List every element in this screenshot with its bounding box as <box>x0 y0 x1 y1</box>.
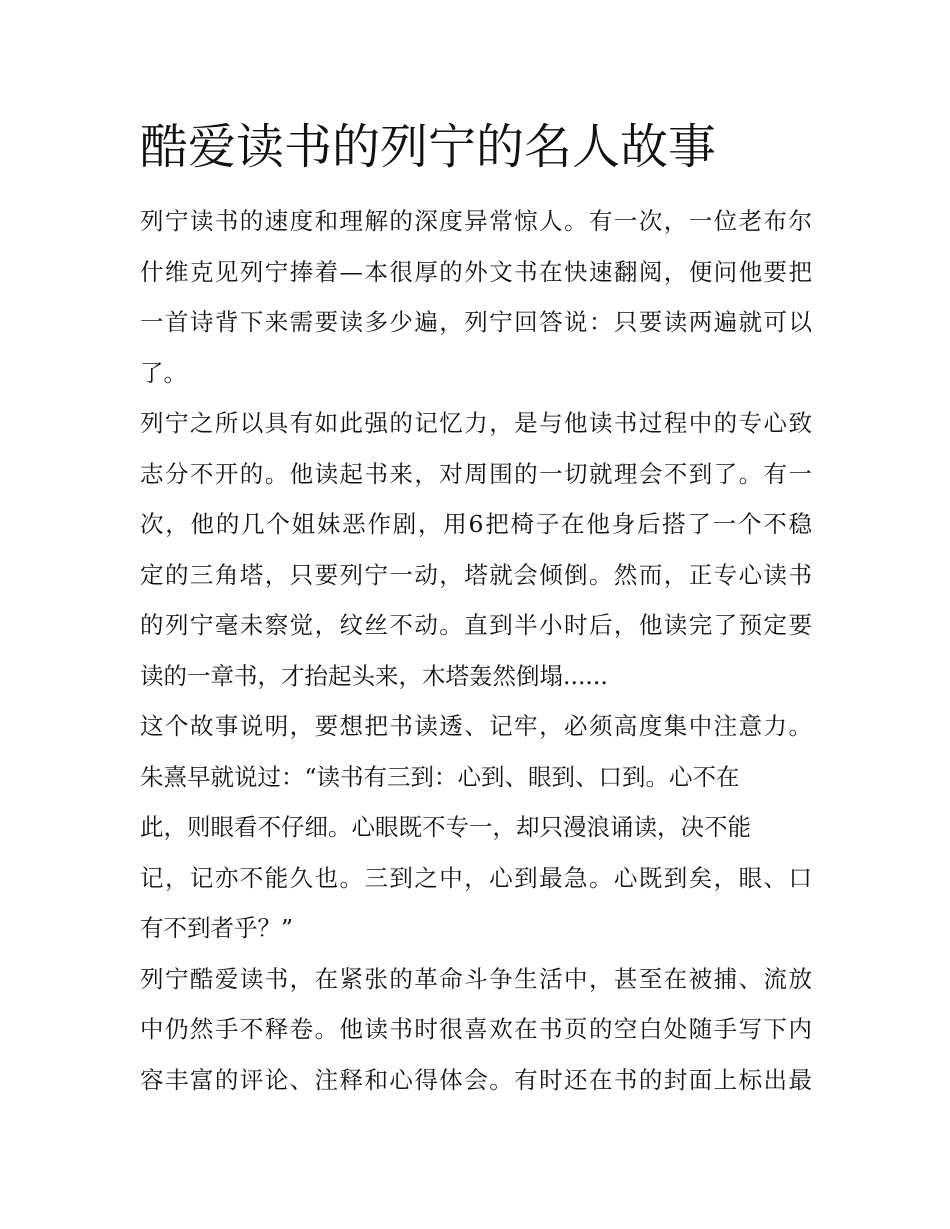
text-line: 此，则眼看不仔细。心眼既不专一，却只漫浪诵读，决不能 <box>140 813 751 841</box>
text-line: 这个故事说明，要想把书读透、记牢，必须高度集中注意力。 <box>140 712 812 740</box>
text-line: 列宁之所以具有如此强的记忆力，是与他读书过程中的专心致 <box>140 409 812 437</box>
text-line: 一首诗背下来需要读多少遍，列宁回答说：只要读两遍就可以 <box>140 308 812 336</box>
text-line: 了。 <box>140 358 187 387</box>
paragraph-2 <box>140 398 812 701</box>
text-line: 志分不开的。他读起书来，对周围的一切就理会不到了。有一 <box>140 459 812 488</box>
text-line: 定的三角塔，只要列宁一动，塔就会倾倒。然而，正专心读书 <box>140 560 812 589</box>
text-line: 中仍然手不释卷。他读书时很喜欢在书页的空白处随手写下内 <box>140 1015 812 1043</box>
text-line: 记，记亦不能久也。三到之中，心到最急。心既到矣，眼、口 <box>140 863 812 892</box>
text-line: 次，他的几个姐妹恶作剧，用6把椅子在他身后搭了一个不稳 <box>140 510 812 538</box>
paragraph-4 <box>140 954 812 1106</box>
text-line: 容丰富的评论、注释和心得体会。有时还在书的封面上标出最 <box>140 1065 812 1094</box>
text-line: 读的一章书，才抬起头来，木塔轰然倒塌...... <box>140 661 608 690</box>
text-line: 朱熹早就说过：“读书有三到：心到、眼到、口到。心不在 <box>140 762 740 791</box>
paragraph-3 <box>140 701 812 954</box>
text-line: 的列宁毫未察觉，纹丝不动。直到半小时后，他读完了预定要 <box>140 611 812 639</box>
document-body <box>140 196 812 1105</box>
paragraph-1 <box>140 196 812 398</box>
document-title: 酷爱读书的列宁的名人故事 <box>140 119 717 175</box>
text-line: 有不到者乎？” <box>140 914 294 942</box>
text-line: 列宁酷爱读书，在紧张的革命斗争生活中，甚至在被捕、流放 <box>140 964 812 993</box>
text-line: 什维克见列宁捧着—本很厚的外文书在快速翻阅，便问他要把 <box>140 257 812 286</box>
text-line: 列宁读书的速度和理解的深度异常惊人。有一次，一位老布尔 <box>140 207 812 235</box>
